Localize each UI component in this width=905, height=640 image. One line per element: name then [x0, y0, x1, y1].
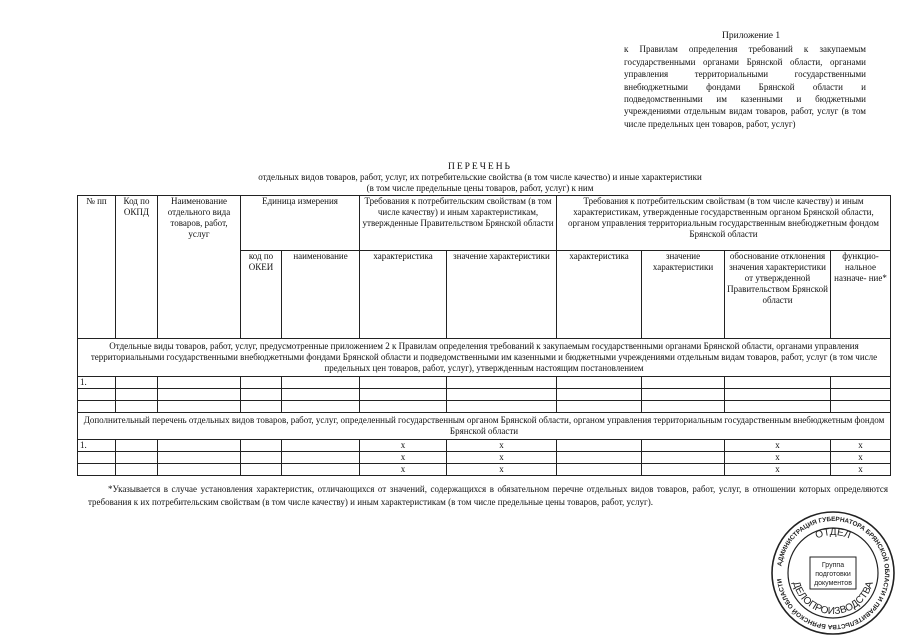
x-mark: x	[360, 464, 447, 476]
section-row-mandatory: Отдельные виды товаров, работ, услуг, предусмотренные приложением 2 к Правилам определения требований к закупаемым государственными органами Брянской области, органами управления территориальными государственными внебюджетными фондами Брянской области и подведомственными им казенными и бюджетными учреждениями отдельным видам товаров, работ, услуг (в том числе предельных цен товаров, работ, услуг), утвержденным настоящим постановлением	[78, 339, 891, 377]
stamp-dept-top: ОТДЕЛ	[814, 526, 853, 542]
subheader-unit-name: наименование	[282, 251, 360, 339]
stamp-ring-text: АДМИНИСТРАЦИЯ ГУБЕРНАТОРА БРЯНСКОЙ ОБЛАСТИ И ПРАВИТЕЛЬСТВА БРЯНСКОЙ ОБЛАСТИ	[776, 515, 891, 631]
footnote: *Указывается в случае установления характеристик, отличающихся от значений, содержащихся в обязательном перечне отдельных видов товаров, работ, услуг, в отношении которых определяются требования к их потребительским свойствам (в том числе качеству) и иным характеристикам (в том числе предельные цены товаров, работ, услуг).	[88, 484, 888, 507]
x-mark: x	[447, 464, 557, 476]
stamp-center-line1: Группа	[821, 562, 845, 569]
x-mark: x	[725, 452, 831, 464]
header-okpd: Код по ОКПД	[116, 196, 158, 339]
subheader-deviation-reason: обоснование отклонения значения характеристики от утвержденной Правительством Брянской области	[725, 251, 831, 339]
appendix-text: к Правилам определения требований к закупаемым государственными органами Брянской области, органами управления территориальными государственными внебюджетными фондами Брянской области и подведомственными им казенными и бюджетными учреждениями отдельным видам товаров, работ, услуг (в том числе предельных цен товаров, работ, услуг)	[624, 44, 866, 129]
subheader-characteristic-2: характеристика	[557, 251, 642, 339]
x-mark: x	[831, 464, 891, 476]
header-item-name: Наименование отдельного вида товаров, работ, услуг	[158, 196, 241, 339]
x-mark: x	[447, 440, 557, 452]
subheader-characteristic-1: характеристика	[360, 251, 447, 339]
document-title: ПЕРЕЧЕНЬ	[447, 162, 513, 172]
row-number: 1.	[78, 440, 116, 452]
svg-text:ОТДЕЛ	[814, 527, 852, 541]
subheader-value-1: значение характеристики	[447, 251, 557, 339]
subheader-okei: код по ОКЕИ	[241, 251, 282, 339]
x-mark: x	[725, 440, 831, 452]
appendix-title: Приложение 1	[722, 31, 781, 41]
stamp-center-line3: документов	[814, 580, 852, 587]
header-num: № пп	[78, 196, 116, 339]
header-requirements-gov: Требования к потребительским свойствам (в том числе качеству) и иным характеристикам, утвержденные Правительством Брянской области	[360, 196, 557, 251]
x-mark: x	[831, 452, 891, 464]
x-mark: x	[360, 452, 447, 464]
header-unit: Единица измерения	[241, 196, 360, 251]
x-mark: x	[360, 440, 447, 452]
subheader-value-2: значение характеристики	[642, 251, 725, 339]
x-mark: x	[447, 452, 557, 464]
row-number: 1.	[78, 377, 116, 389]
stamp-center-line2: подготовки	[815, 571, 851, 578]
document-subtitle-line2: (в том числе предельные цены товаров, работ, услуг) к ним	[366, 183, 594, 193]
header-requirements-body: Требования к потребительским свойствам (в том числе качеству) и иным характеристикам, утвержденные государственным органом Брянской области, органом управления территориальным государственным внебюджетным фондом Брянской области	[557, 196, 891, 251]
document-subtitle-line1: отдельных видов товаров, работ, услуг, их потребительские свойства (в том числе качество) и иные характеристики	[258, 172, 702, 182]
stamp-dept-bottom: ДЕЛОПРОИЗВОДСТВА	[790, 580, 876, 618]
section-row-additional: Дополнительный перечень отдельных видов товаров, работ, услуг, определенный государственным органом Брянской области, органом управления территориальным государственным внебюджетным фондом Брянской области	[78, 413, 891, 440]
appendix-block	[624, 30, 866, 130]
requirements-table	[77, 195, 891, 476]
subheader-function: функцио- нальное назначе- ние*	[831, 251, 891, 339]
x-mark: x	[831, 440, 891, 452]
x-mark: x	[725, 464, 831, 476]
department-stamp	[770, 510, 896, 636]
